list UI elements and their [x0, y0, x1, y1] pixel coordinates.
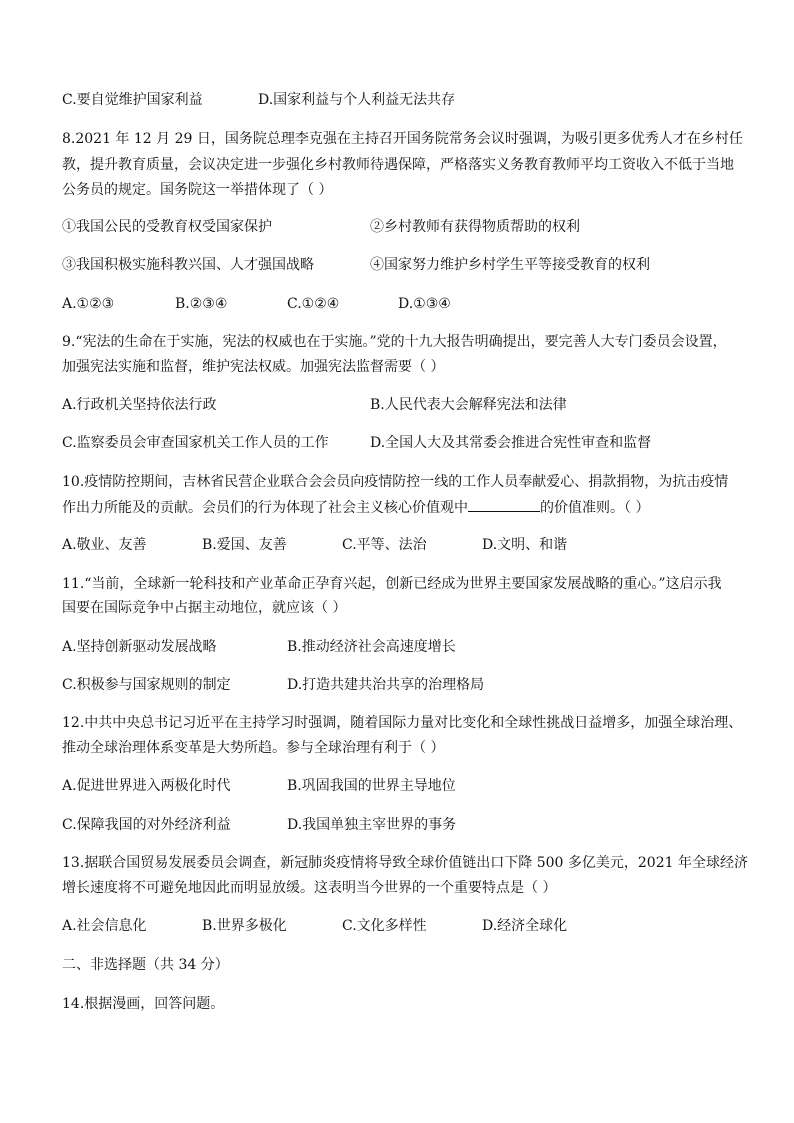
q12-option-a: A.促进世界进入两极化时代: [62, 778, 231, 794]
q12-option-c: C.保障我国的对外经济利益: [62, 817, 231, 833]
answer-blank: [468, 497, 540, 512]
q13-option-c: C.文化多样性: [342, 918, 427, 934]
q7-option-c: C.要自觉维护国家利益: [62, 92, 203, 108]
q8-statement-4: ④国家努力维护乡村学生平等接受教育的权利: [370, 257, 650, 273]
q13-option-b: B.世界多极化: [202, 918, 287, 934]
q9-option-c: C.监察委员会审查国家机关工作人员的工作: [62, 435, 329, 451]
q9-option-b: B.人民代表大会解释宪法和法律: [370, 397, 567, 413]
q11-stem-line-2: 国要在国际竞争中占据主动地位，就应该（ ）: [62, 600, 347, 616]
q9-stem-line-1: 9.“宪法的生命在于实施，宪法的权威也在于实施。”党的十九大报告明确提出，要完善人大专门委员会设置，: [62, 334, 727, 350]
q12-stem-line-2: 推动全球治理体系变革是大势所趋。参与全球治理有利于（ ）: [62, 740, 445, 756]
q13-stem-line-1: 13.据联合国贸易发展委员会调查，新冠肺炎疫情将导致全球价值链出口下降 500 多亿美元，2021 年全球经济: [62, 855, 748, 871]
q12-option-d: D.我国单独主宰世界的事务: [287, 817, 457, 833]
q8-statement-1: ①我国公民的受教育权受国家保护: [62, 219, 272, 235]
q10-stem-line-1: 10.疫情防控期间，吉林省民营企业联合会会员向疫情防控一线的工作人员奉献爱心、捐款捐物，为抗击疫情: [62, 474, 729, 490]
q8-stem-line-1: 8.2021 年 12 月 29 日，国务院总理李克强在主持召开国务院常务会议时强调，为吸引更多优秀人才在乡村任: [62, 131, 743, 147]
q8-option-c: C.①②④: [287, 296, 340, 312]
q8-statement-2: ②乡村教师有获得物质帮助的权利: [370, 219, 580, 235]
q10-stem-line-2: [62, 497, 649, 518]
q12-stem-line-1: 12.中共中央总书记习近平在主持学习时强调，随着国际力量对比变化和全球性挑战日益增多，加强全球治理、: [62, 715, 743, 731]
q10-stem-line-2-part-a: 作出力所能及的贡献。会员们的行为体现了社会主义核心价值观中: [62, 500, 468, 516]
q8-stem-line-3: 公务员的规定。国务院这一举措体现了（ ）: [62, 182, 333, 198]
q8-statement-3: ③我国积极实施科教兴国、人才强国战略: [62, 257, 314, 273]
q13-stem-line-2: 增长速度将不可避免地因此而明显放缓。这表明当今世界的一个重要特点是（ ）: [62, 880, 557, 896]
q9-option-a: A.行政机关坚持依法行政: [62, 397, 217, 413]
q7-option-d: D.国家利益与个人利益无法共存: [258, 92, 456, 108]
q11-stem-line-1: 11.“当前，全球新一轮科技和产业革命正孕育兴起，创新已经成为世界主要国家发展战略的重心。”这启示我: [62, 576, 722, 592]
q11-option-a: A.坚持创新驱动发展战略: [62, 639, 217, 655]
section-heading: 二、非选择题（共 34 分）: [62, 957, 229, 973]
q11-option-c: C.积极参与国家规则的制定: [62, 677, 231, 693]
q13-option-d: D.经济全球化: [482, 918, 568, 934]
q14-stem-line-1: 14.根据漫画，回答问题。: [62, 996, 225, 1012]
q11-option-d: D.打造共建共治共享的治理格局: [287, 677, 485, 693]
q8-option-a: A.①②③: [62, 296, 115, 312]
q13-option-a: A.社会信息化: [62, 918, 147, 934]
q9-option-d: D.全国人大及其常委会推进合宪性审查和监督: [370, 435, 652, 451]
q10-stem-line-2-part-b: 的价值准则。（ ）: [540, 500, 650, 516]
q11-option-b: B.推动经济社会高速度增长: [287, 639, 456, 655]
q10-option-a: A.敬业、友善: [62, 537, 147, 553]
q8-stem-line-2: 教，提升教育质量，会议决定进一步强化乡村教师待遇保障，严格落实义务教育教师平均工资收入不低于当地: [62, 157, 734, 173]
q12-option-b: B.巩固我国的世界主导地位: [287, 778, 456, 794]
q10-option-d: D.文明、和谐: [482, 537, 568, 553]
q10-option-b: B.爱国、友善: [202, 537, 287, 553]
q8-option-b: B.②③④: [175, 296, 228, 312]
q8-option-d: D.①③④: [398, 296, 451, 312]
q9-stem-line-2: 加强宪法实施和监督，维护宪法权威。加强宪法监督需要（ ）: [62, 359, 445, 375]
q10-option-c: C.平等、法治: [342, 537, 427, 553]
